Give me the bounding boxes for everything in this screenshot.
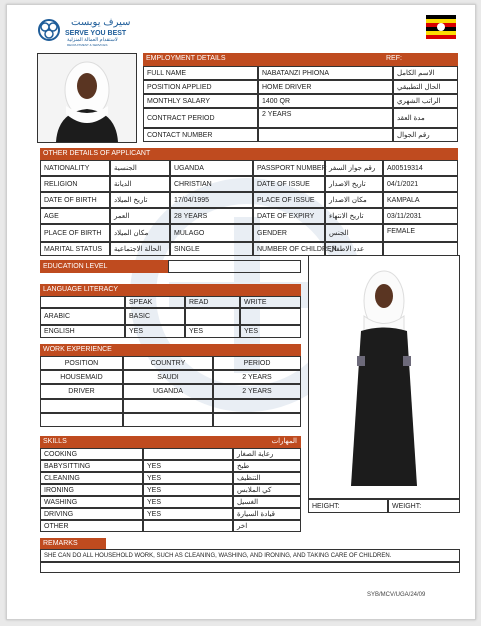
logo-tagline-arabic: لاستقدام العمالة المنزلية — [67, 37, 118, 43]
other-details-header: OTHER DETAILS OF APPLICANT — [40, 148, 458, 160]
arabic-write — [240, 308, 301, 325]
arabic-date-of-expiry: تاريخ الانتهاء — [325, 208, 383, 224]
remarks-text: SHE CAN DO ALL HOUSEHOLD WORK, SUCH AS CLEANING, WASHING, AND IRONING, AND TAKING CARE OF CHILDREN. — [40, 549, 460, 562]
skill-ironing-arabic: كي الملابس — [233, 484, 301, 496]
skill-cleaning-value: YES — [143, 472, 233, 484]
col-write: WRITE — [240, 296, 301, 308]
value-gender: FEMALE — [383, 224, 458, 242]
label-nationality: NATIONALITY — [40, 160, 110, 176]
arabic-contract: مدة العقد — [393, 108, 458, 128]
arabic-place-of-birth: مكان الميلاد — [110, 224, 170, 242]
logo-arabic: سيرف يوبست — [71, 17, 131, 28]
value-marital-status: SINGLE — [170, 242, 253, 256]
skill-ironing-value: YES — [143, 484, 233, 496]
arabic-gender: الجنس — [325, 224, 383, 242]
label-children: NUMBER OF CHILDREN — [253, 242, 325, 256]
remarks-header: REMARKS — [40, 538, 106, 549]
value-date-of-expiry: 03/11/2031 — [383, 208, 458, 224]
language-corner — [40, 296, 125, 308]
label-salary: MONTHLY SALARY — [143, 94, 258, 108]
arabic-nationality: الجنسية — [110, 160, 170, 176]
arabic-contact: رقم الجوال — [393, 128, 458, 142]
label-passport: PASSPORT NUMBER — [253, 160, 325, 176]
label-date-of-expiry: DATE OF EXPIRY — [253, 208, 325, 224]
skill-cooking-value — [143, 448, 233, 460]
col-period: PERIOD — [213, 356, 301, 370]
other-details-table — [40, 160, 458, 256]
cv-page — [6, 4, 476, 620]
skill-other-value — [143, 520, 233, 532]
employment-header: EMPLOYMENT DETAILS — [143, 53, 383, 66]
arabic-place-of-issue: مكان الاصدار — [325, 192, 383, 208]
education-header: EDUCATION LEVEL — [40, 260, 168, 273]
english-speak: YES — [125, 325, 185, 338]
arabic-passport: رقم جواز السفر — [325, 160, 383, 176]
work-row-3-position — [40, 399, 123, 413]
work-row-3-country — [123, 399, 213, 413]
skill-other-label: OTHER — [40, 520, 143, 532]
label-dob: DATE OF BIRTH — [40, 192, 110, 208]
label-marital-status: MARITAL STATUS — [40, 242, 110, 256]
value-place-of-issue: KAMPALA — [383, 192, 458, 208]
arabic-position: الحال التطبيقي — [393, 80, 458, 94]
passport-photo — [37, 53, 137, 143]
skill-driving-label: DRIVING — [40, 508, 143, 520]
logo-icon — [37, 18, 61, 42]
skill-washing-label: WASHING — [40, 496, 143, 508]
work-header: WORK EXPERIENCE — [40, 344, 301, 356]
value-full-name: NABATANZI PHIONA — [258, 66, 393, 80]
work-row-1-period: 2 YEARS — [213, 370, 301, 384]
english-read: YES — [185, 325, 240, 338]
arabic-speak: BASIC — [125, 308, 185, 325]
label-place-of-issue: PLACE OF ISSUE — [253, 192, 325, 208]
work-row-2-country: UGANDA — [123, 384, 213, 399]
skill-babysitting-label: BABYSITTING — [40, 460, 143, 472]
value-age: 28 YEARS — [170, 208, 253, 224]
weight-field: WEIGHT: — [388, 499, 460, 513]
value-contact — [258, 128, 393, 142]
label-contract: CONTRACT PERIOD — [143, 108, 258, 128]
arabic-date-of-issue: تاريخ الاصدار — [325, 176, 383, 192]
work-row-3-period — [213, 399, 301, 413]
col-read: READ — [185, 296, 240, 308]
col-position: POSITION — [40, 356, 123, 370]
skill-driving-arabic: قيادة السيارة — [233, 508, 301, 520]
value-salary: 1400 QR — [258, 94, 393, 108]
language-table — [40, 296, 301, 342]
label-age: AGE — [40, 208, 110, 224]
logo-brand: SERVE YOU BEST — [65, 30, 127, 37]
value-religion: CHRISTIAN — [170, 176, 253, 192]
label-religion: RELIGION — [40, 176, 110, 192]
work-row-4-position — [40, 413, 123, 427]
skill-cleaning-label: CLEANING — [40, 472, 143, 484]
ref-label: REF: — [383, 53, 458, 66]
work-row-4-country — [123, 413, 213, 427]
label-date-of-issue: DATE OF ISSUE — [253, 176, 325, 192]
lang-arabic: ARABIC — [40, 308, 125, 325]
value-position: HOME DRIVER — [258, 80, 393, 94]
logo-tagline: RECRUITMENT & SERVICES — [67, 43, 108, 47]
arabic-age: العمر — [110, 208, 170, 224]
skill-driving-value: YES — [143, 508, 233, 520]
skill-washing-value: YES — [143, 496, 233, 508]
label-gender: GENDER — [253, 224, 325, 242]
english-write: YES — [240, 325, 301, 338]
skill-babysitting-value: YES — [143, 460, 233, 472]
value-contract: 2 YEARS — [258, 108, 393, 128]
language-header: LANGUAGE LITERACY — [40, 284, 301, 296]
full-body-photo — [308, 255, 460, 499]
skill-other-arabic: اخر — [233, 520, 301, 532]
col-country: COUNTRY — [123, 356, 213, 370]
arabic-salary: الراتب الشهري — [393, 94, 458, 108]
arabic-read — [185, 308, 240, 325]
col-speak: SPEAK — [125, 296, 185, 308]
skill-cleaning-arabic: التنظيف — [233, 472, 301, 484]
arabic-marital-status: الحالة الاجتماعية — [110, 242, 170, 256]
arabic-children: عدد الاطفال — [325, 242, 383, 256]
value-children — [383, 242, 458, 256]
label-position: POSITION APPLIED — [143, 80, 258, 94]
work-row-2-period: 2 YEARS — [213, 384, 301, 399]
arabic-full-name: الاسم الكامل — [393, 66, 458, 80]
skill-babysitting-arabic: طبخ — [233, 460, 301, 472]
work-row-2-position: DRIVER — [40, 384, 123, 399]
label-full-name: FULL NAME — [143, 66, 258, 80]
value-nationality: UGANDA — [170, 160, 253, 176]
value-place-of-birth: MULAGO — [170, 224, 253, 242]
skill-washing-arabic: الغسيل — [233, 496, 301, 508]
value-passport: A00519314 — [383, 160, 458, 176]
skills-header: SKILLS — [40, 436, 183, 448]
value-education — [168, 260, 301, 273]
skills-header-arabic: المهارات — [183, 436, 301, 448]
skills-table — [40, 448, 301, 532]
label-place-of-birth: PLACE OF BIRTH — [40, 224, 110, 242]
label-contact: CONTACT NUMBER — [143, 128, 258, 142]
value-date-of-issue: 04/1/2021 — [383, 176, 458, 192]
work-row-1-country: SAUDI — [123, 370, 213, 384]
arabic-religion: الديانة — [110, 176, 170, 192]
uganda-flag-icon — [426, 15, 456, 39]
skill-cooking-arabic: رعاية الصغار — [233, 448, 301, 460]
arabic-dob: تاريخ الميلاد — [110, 192, 170, 208]
value-dob: 17/04/1995 — [170, 192, 253, 208]
company-logo — [37, 14, 132, 49]
skill-cooking-label: COOKING — [40, 448, 143, 460]
remarks-blank-line — [40, 562, 460, 573]
height-field: HEIGHT: — [308, 499, 388, 513]
lang-english: ENGLISH — [40, 325, 125, 338]
work-table — [40, 356, 301, 428]
footer-code: SYB/MCV/UGA/24/09 — [367, 592, 426, 598]
work-row-1-position: HOUSEMAID — [40, 370, 123, 384]
skill-ironing-label: IRONING — [40, 484, 143, 496]
work-row-4-period — [213, 413, 301, 427]
